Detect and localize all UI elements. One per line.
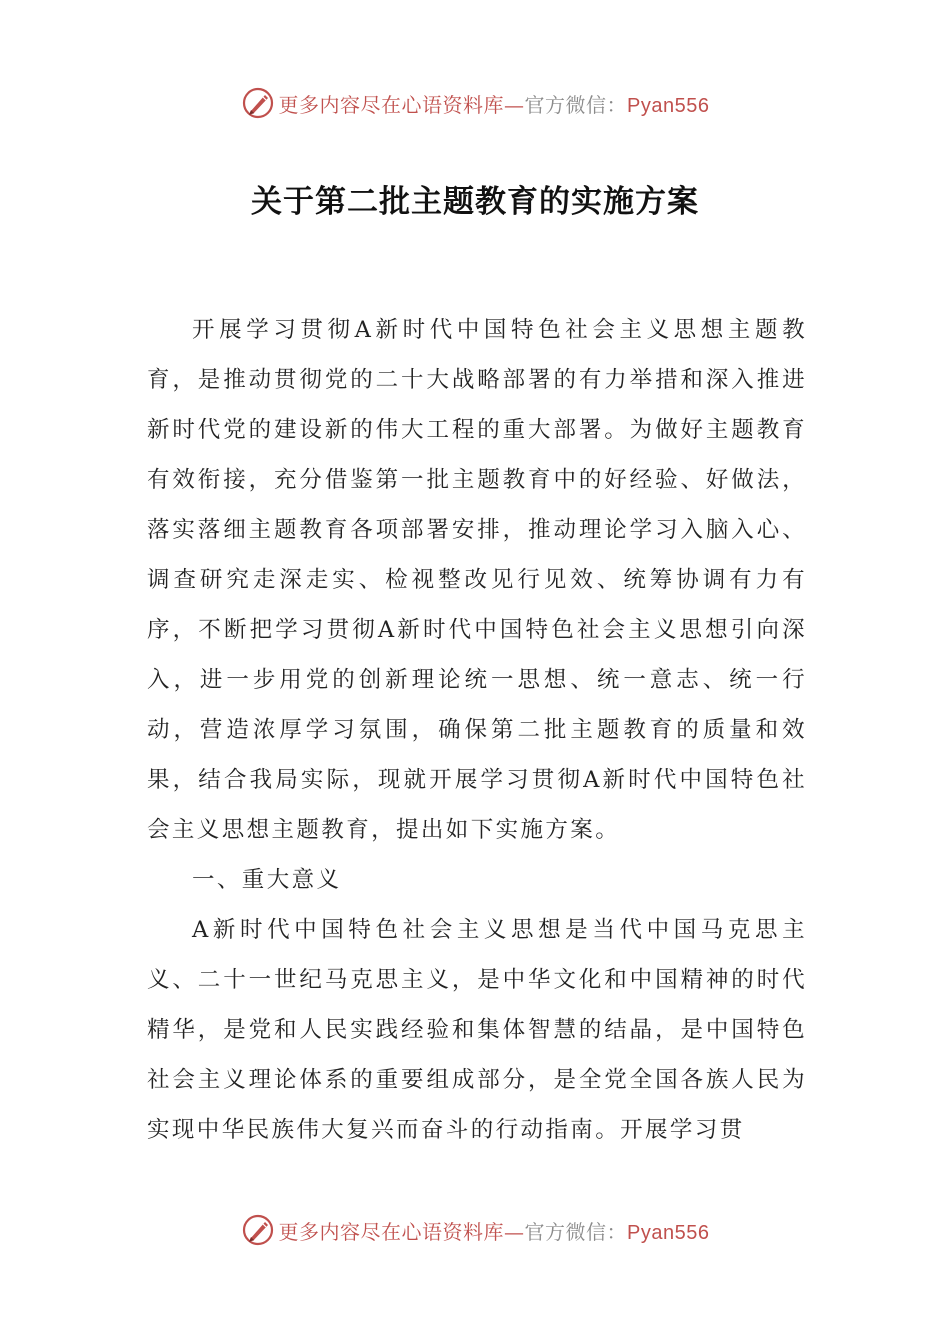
document-title: 关于第二批主题教育的实施方案 [251,184,699,220]
document-body [147,305,807,1155]
header-banner-text: 更多内容尽在心语资料库—官方微信：Pyan556 [278,92,710,117]
pen-logo-icon [241,86,275,120]
header-watermark-banner [0,83,950,123]
significance-paragraph: A新时代中国特色社会主义思想是当代中国马克思主义、二十一世纪马克思主义，是中华文化和中国精神的时代精华，是党和人民实践经验和集体智慧的结晶，是中国特色社会主义理论体系的重要组成部分，是全党全国各族人民为实现中华民族伟大复兴而奋斗的行动指南。开展学习贯 [147,917,807,1143]
section-heading: 一、重大意义 [192,867,342,893]
intro-paragraph: 开展学习贯彻A新时代中国特色社会主义思想主题教育，是推动贯彻党的二十大战略部署的有力举措和深入推进新时代党的建设新的伟大工程的重大部署。为做好主题教育有效衔接，充分借鉴第一批主题教育中的好经验、好做法，落实落细主题教育各项部署安排，推动理论学习入脑入心、调查研究走深走实、检视整改见行见效、统筹协调有力有序，不断把学习贯彻A新时代中国特色社会主义思想引向深入，进一步用党的创新理论统一思想、统一意志、统一行动，营造浓厚学习氛围，确保第二批主题教育的质量和效果，结合我局实际，现就开展学习贯彻A新时代中国特色社会主义思想主题教育，提出如下实施方案。 [147,317,807,843]
footer-watermark-banner [0,1210,950,1250]
pen-logo-icon [241,1213,275,1247]
footer-banner-text: 更多内容尽在心语资料库—官方微信：Pyan556 [278,1219,710,1244]
